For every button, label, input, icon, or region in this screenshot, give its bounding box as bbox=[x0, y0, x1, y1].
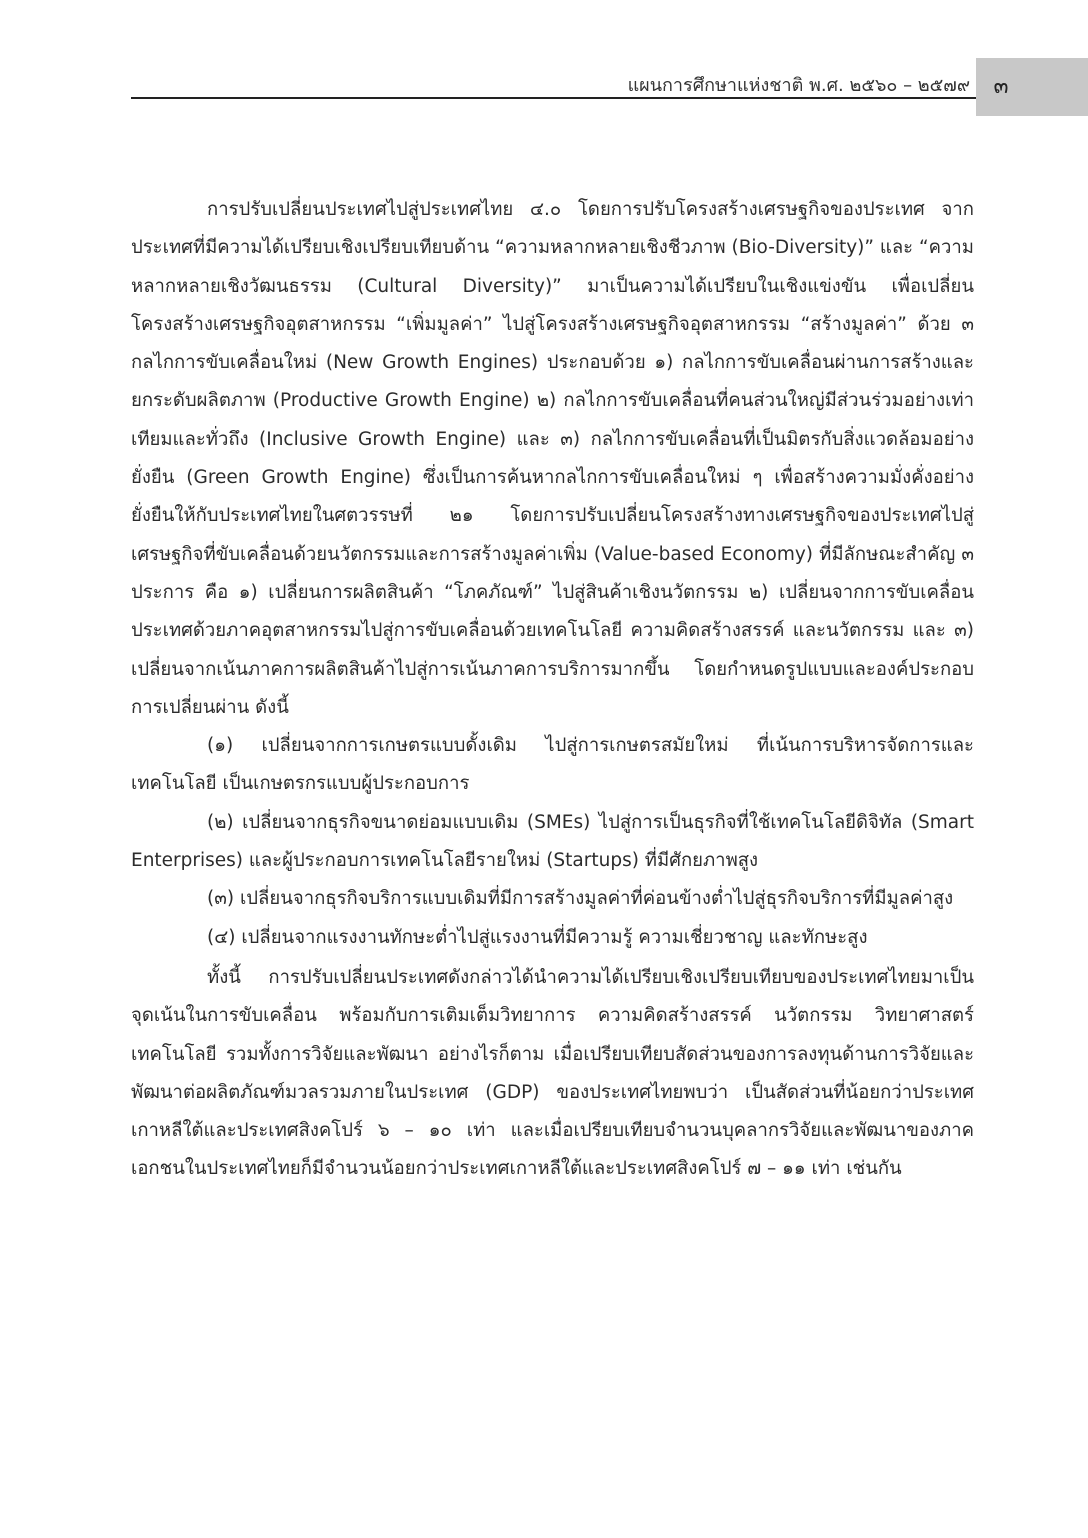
page-number: ๓ bbox=[993, 74, 1009, 99]
paragraph-rd-comparison: ทั้งนี้ การปรับเปลี่ยนประเทศดังกล่าวได้นำความได้เปรียบเชิงเปรียบเทียบของประเทศไทยมาเป็นจุดเน้นในการขับเคลื่อน พร้อมกับการเติมเต็มวิทยาการ ความคิดสร้างสรรค์ นวัตกรรม วิทยาศาสตร์ เทคโนโลยี รวมทั้งการวิจัยและพัฒนา อย่างไรก็ตาม เมื่อเปรียบเทียบสัดส่วนของการลงทุนด้านการวิจัยและพัฒนาต่อผลิตภัณฑ์มวลรวมภายในประเทศ (GDP) ของประเทศไทยพบว่า เป็นสัดส่วนที่น้อยกว่าประเทศเกาหลีใต้และประเทศสิงคโปร์ ๖ – ๑๐ เท่า และเมื่อเปรียบเทียบจำนวนบุคลากรวิจัยและพัฒนาของภาคเอกชนในประเทศไทยก็มีจำนวนน้อยกว่าประเทศเกาหลีใต้และประเทศสิงคโปร์ ๗ – ๑๑ เท่า เช่นกัน bbox=[131, 966, 974, 1180]
header-divider bbox=[131, 97, 976, 99]
running-header-title: แผนการศึกษาแห่งชาติ พ.ศ. ๒๕๖๐ – ๒๕๗๙ bbox=[627, 75, 970, 96]
page-number-tab bbox=[976, 58, 1088, 116]
document-body bbox=[131, 191, 974, 1189]
list-item-smes: (๒) เปลี่ยนจากธุรกิจขนาดย่อมแบบเดิม (SMEs) ไปสู่การเป็นธุรกิจที่ใช้เทคโนโลยีดิจิทัล (Smart Enterprises) และผู้ประกอบการเทคโนโลยีรายใหม่ (Startups) ที่มีศักยภาพสูง bbox=[131, 811, 974, 872]
paragraph-thailand-4-0-intro: การปรับเปลี่ยนประเทศไปสู่ประเทศไทย ๔.๐ โดยการปรับโครงสร้างเศรษฐกิจของประเทศ จากประเทศที่มีความได้เปรียบเชิงเปรียบเทียบด้าน “ความหลากหลายเชิงชีวภาพ (Bio-Diversity)” และ “ความหลากหลายเชิงวัฒนธรรม (Cultural Diversity)” มาเป็นความได้เปรียบในเชิงแข่งขัน เพื่อเปลี่ยนโครงสร้างเศรษฐกิจอุตสาหกรรม “เพิ่มมูลค่า” ไปสู่โครงสร้างเศรษฐกิจอุตสาหกรรม “สร้างมูลค่า” ด้วย ๓ กลไกการขับเคลื่อนใหม่ (New Growth Engines) ประกอบด้วย ๑) กลไกการขับเคลื่อนผ่านการสร้างและยกระดับผลิตภาพ (Productive Growth Engine) ๒) กลไกการขับเคลื่อนที่คนส่วนใหญ่มีส่วนร่วมอย่างเท่าเทียมและทั่วถึง (Inclusive Growth Engine) และ ๓) กลไกการขับเคลื่อนที่เป็นมิตรกับสิ่งแวดล้อมอย่างยั่งยืน (Green Growth Engine) ซึ่งเป็นการค้นหากลไกการขับเคลื่อนใหม่ ๆ เพื่อสร้างความมั่งคั่งอย่างยั่งยืนให้กับประเทศไทยในศตวรรษที่ ๒๑ โดยการปรับเปลี่ยนโครงสร้างทางเศรษฐกิจของประเทศไปสู่เศรษฐกิจที่ขับเคลื่อนด้วยนวัตกรรมและการสร้างมูลค่าเพิ่ม (Value-based Economy) ที่มีลักษณะสำคัญ ๓ ประการ คือ ๑) เปลี่ยนการผลิตสินค้า “โภคภัณฑ์” ไปสู่สินค้าเชิงนวัตกรรม ๒) เปลี่ยนจากการขับเคลื่อนประเทศด้วยภาคอุตสาหกรรมไปสู่การขับเคลื่อนด้วยเทคโนโลยี ความคิดสร้างสรรค์ และนวัตกรรม และ ๓) เปลี่ยนจากเน้นภาคการผลิตสินค้าไปสู่การเน้นภาคการบริการมากขึ้น โดยกำหนดรูปแบบและองค์ประกอบการเปลี่ยนผ่าน ดังนี้ bbox=[131, 199, 974, 718]
list-item-agriculture: (๑) เปลี่ยนจากการเกษตรแบบดั้งเดิม ไปสู่การเกษตรสมัยใหม่ ที่เน้นการบริหารจัดการและเทคโนโลยี เป็นเกษตรกรแบบผู้ประกอบการ bbox=[131, 735, 974, 795]
list-item-labor: (๔) เปลี่ยนจากแรงงานทักษะต่ำไปสู่แรงงานที่มีความรู้ ความเชี่ยวชาญ และทักษะสูง bbox=[207, 926, 868, 948]
list-item-services: (๓) เปลี่ยนจากธุรกิจบริการแบบเดิมที่มีการสร้างมูลค่าที่ค่อนข้างต่ำไปสู่ธุรกิจบริการที่มีมูลค่าสูง bbox=[207, 888, 954, 910]
